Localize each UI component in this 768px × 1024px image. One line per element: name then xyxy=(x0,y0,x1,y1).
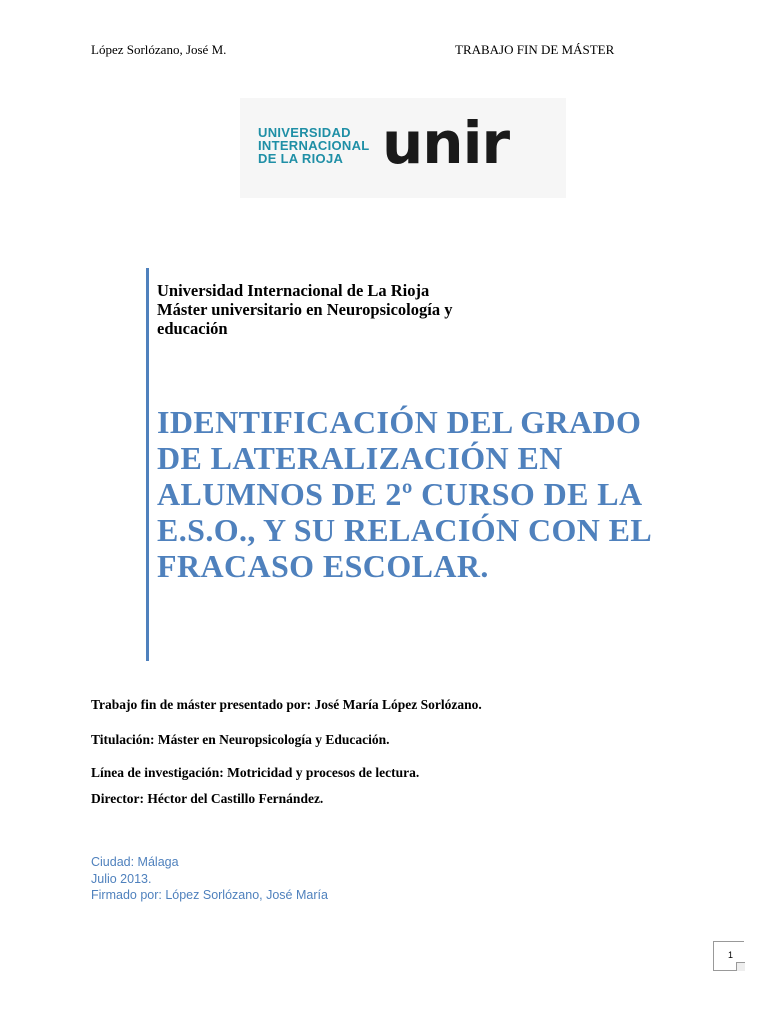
director: Director: Héctor del Castillo Fernández. xyxy=(91,791,324,806)
program-name: Máster universitario en Neuropsicología y educación xyxy=(157,300,453,338)
logo-line-2: INTERNACIONAL xyxy=(258,138,370,153)
logo-line-1: UNIVERSIDAD xyxy=(258,125,351,140)
logo-caption xyxy=(258,126,370,165)
presented-by: Trabajo fin de máster presentado por: José María López Sorlózano. xyxy=(91,697,482,712)
university-name: Universidad Internacional de La Rioja xyxy=(157,281,430,300)
page-number: 1 xyxy=(728,950,734,960)
title-block xyxy=(146,268,669,661)
city: Ciudad: Málaga xyxy=(91,855,179,869)
research-line: Línea de investigación: Motricidad y procesos de lectura. xyxy=(91,765,420,780)
logo-wordmark: unir xyxy=(382,109,510,177)
header-document-type: TRABAJO FIN DE MÁSTER xyxy=(455,42,615,57)
degree: Titulación: Máster en Neuropsicología y Educación. xyxy=(91,732,390,747)
university-logo xyxy=(240,98,566,198)
date: Julio 2013. xyxy=(91,871,152,886)
page-number-box xyxy=(713,941,744,971)
page-fold-icon xyxy=(736,962,745,971)
university-heading xyxy=(157,281,517,338)
signed-by: Firmado por: López Sorlózano, José María xyxy=(91,888,328,902)
signature-block xyxy=(91,854,328,904)
thesis-title: IDENTIFICACIÓN DEL GRADO DE LATERALIZACIÓN EN ALUMNOS DE 2º CURSO DE LA E.S.O., Y SU RELACIÓN CON EL FRACASO ESCOLAR. xyxy=(157,404,651,584)
header-author: López Sorlózano, José M. xyxy=(91,42,227,57)
logo-line-3: DE LA RIOJA xyxy=(258,151,344,166)
